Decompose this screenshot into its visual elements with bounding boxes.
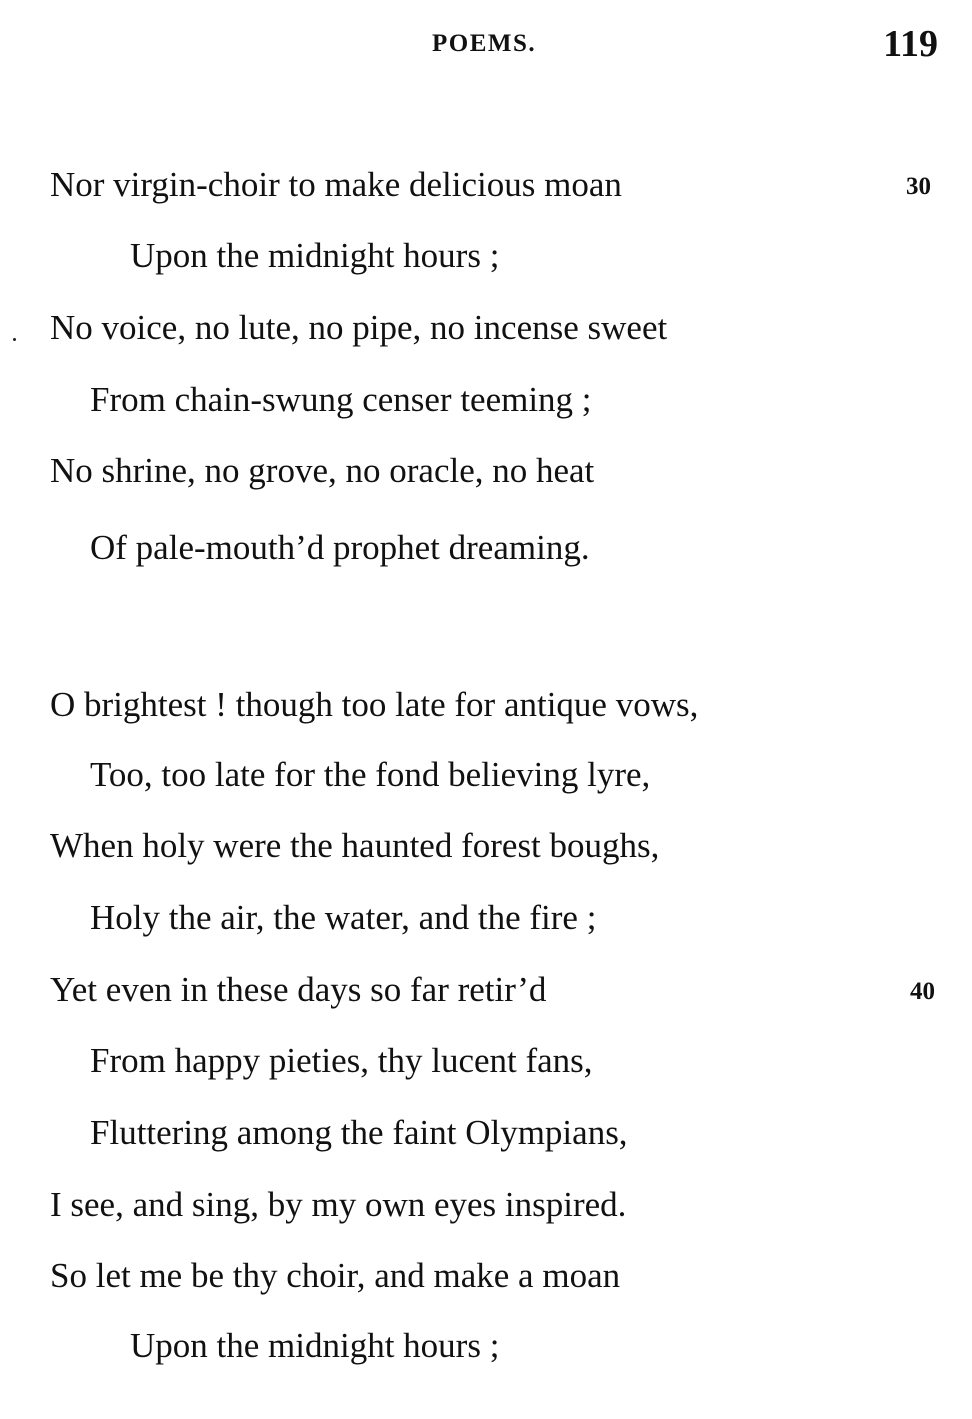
poem-line-text: From chain-swung censer teeming ; bbox=[90, 380, 592, 419]
poem-line bbox=[0, 821, 972, 871]
poem-line-text: No shrine, no grove, no oracle, no heat bbox=[50, 451, 595, 490]
poem-line-text: From happy pieties, thy lucent fans, bbox=[90, 1041, 593, 1080]
poem-line bbox=[0, 1036, 972, 1086]
poem-line bbox=[0, 303, 972, 353]
running-head-title: POEMS. bbox=[432, 30, 537, 57]
poem-line bbox=[0, 1108, 972, 1158]
poem-line bbox=[0, 231, 972, 281]
poem-line-text: Upon the midnight hours ; bbox=[130, 1326, 500, 1365]
poem-line-text: Yet even in these days so far retir’d bbox=[50, 970, 547, 1009]
poem-line-text: Upon the midnight hours ; bbox=[130, 236, 500, 275]
poem-line bbox=[0, 446, 972, 496]
running-head bbox=[0, 22, 972, 72]
poem-line bbox=[0, 965, 972, 1015]
poem-line-text: Of pale-mouth’d prophet dreaming. bbox=[90, 528, 590, 567]
poem-line-text: No voice, no lute, no pipe, no incense sweet bbox=[50, 308, 668, 347]
poem-line bbox=[0, 750, 972, 800]
page-number: 119 bbox=[883, 23, 938, 65]
line-number: 40 bbox=[910, 978, 935, 1005]
poem-line bbox=[0, 160, 972, 210]
poem-line bbox=[0, 523, 972, 573]
poem-line-text: O brightest ! though too late for antique vows, bbox=[50, 685, 699, 724]
line-number: 30 bbox=[906, 173, 931, 200]
poem-line bbox=[0, 1251, 972, 1301]
poem-line-text: Fluttering among the faint Olympians, bbox=[90, 1113, 628, 1152]
poem-line bbox=[0, 1180, 972, 1230]
poem-line-text: When holy were the haunted forest boughs, bbox=[50, 826, 660, 865]
poem-line bbox=[0, 893, 972, 943]
poem-line bbox=[0, 680, 972, 730]
poem-line-text: Holy the air, the water, and the fire ; bbox=[90, 898, 597, 937]
poem-line-text: Nor virgin-choir to make delicious moan bbox=[50, 165, 622, 204]
poem-line-text: I see, and sing, by my own eyes inspired. bbox=[50, 1185, 627, 1224]
poem-line bbox=[0, 375, 972, 425]
poem-line bbox=[0, 1321, 972, 1371]
poem-line-text: Too, too late for the fond believing lyre, bbox=[90, 755, 651, 794]
poem-line-text: So let me be thy choir, and make a moan bbox=[50, 1256, 621, 1295]
